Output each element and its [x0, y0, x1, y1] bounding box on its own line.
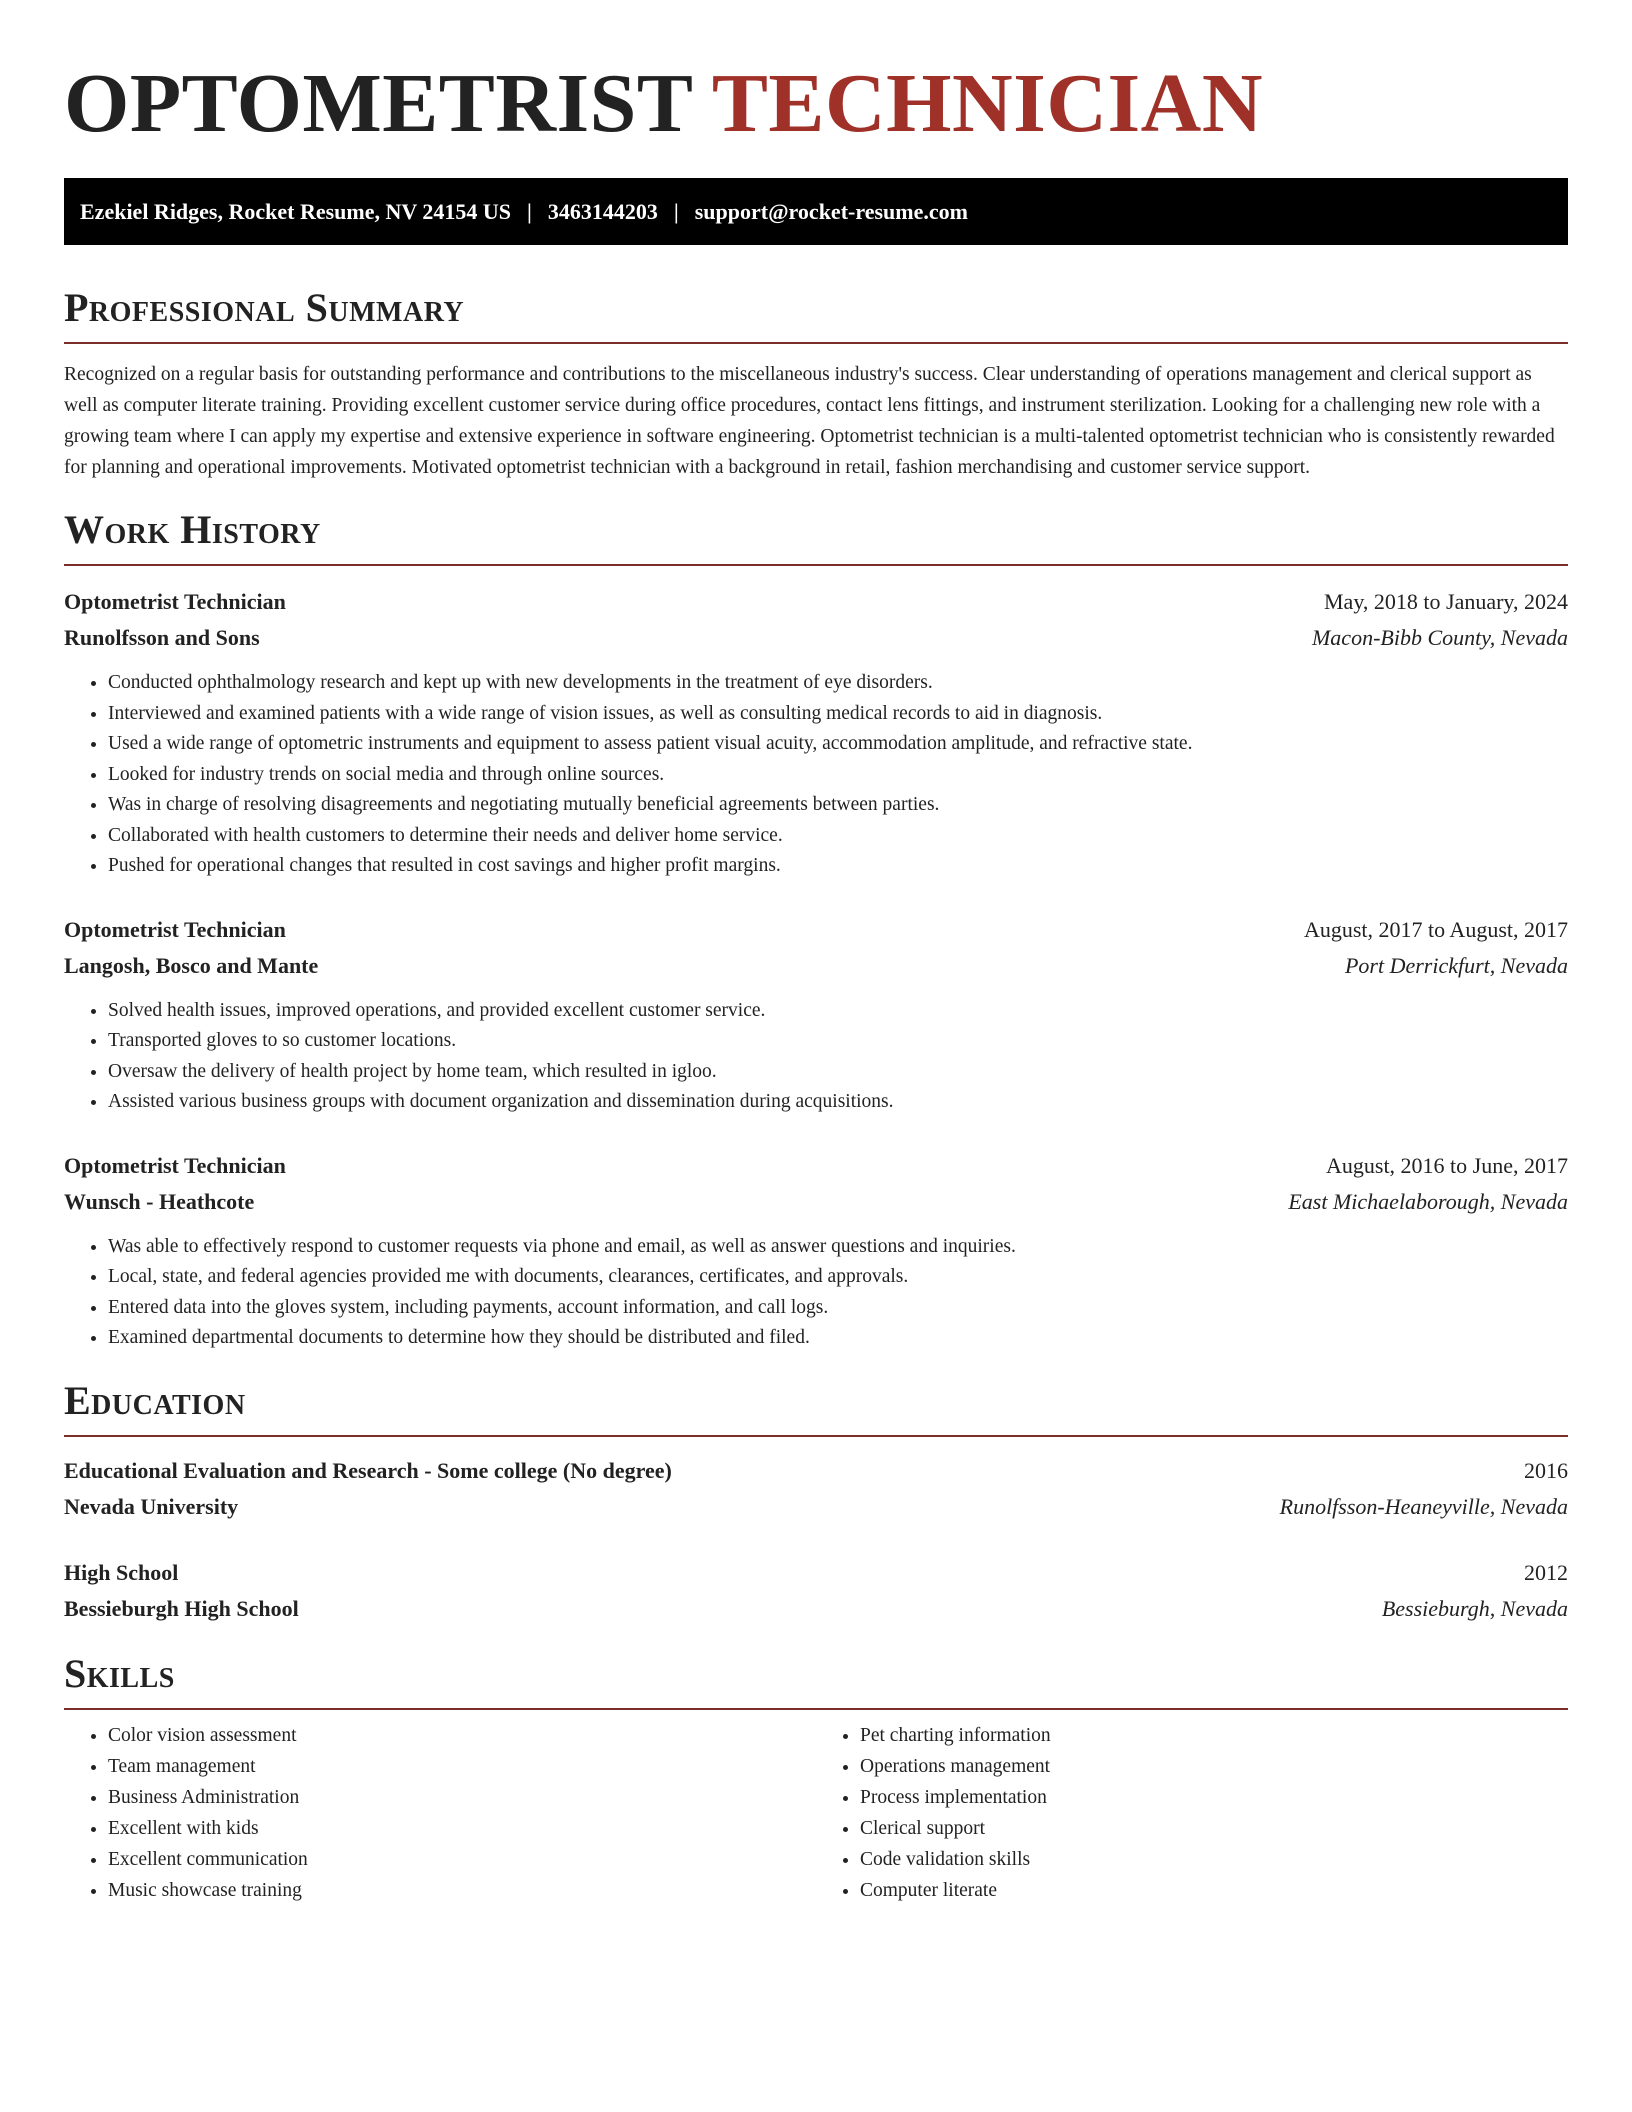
- education-location: Runolfsson-Heaneyville, Nevada: [1279, 1493, 1568, 1519]
- list-item: • Conducted ophthalmology research and kept up with new developments in the treatment of eye disorders.: [108, 668, 1568, 699]
- list-item: • Solved health issues, improved operations, and provided excellent customer service.: [108, 996, 1568, 1027]
- job-bullets: [64, 1232, 1568, 1354]
- job-company: Wunsch - Heathcote: [64, 1188, 255, 1214]
- skill-item: • Music showcase training: [108, 1875, 816, 1906]
- list-item: • Collaborated with health customers to determine their needs and deliver home service.: [108, 821, 1568, 852]
- job-bullets: [64, 996, 1568, 1118]
- skill-item: • Excellent with kids: [108, 1813, 816, 1844]
- job-entry: [64, 1148, 1568, 1354]
- job-dates: August, 2017 to August, 2017: [1303, 916, 1568, 942]
- skill-item: • Operations management: [860, 1751, 1568, 1782]
- education-degree-row: [64, 1453, 1568, 1489]
- list-item: • Examined departmental documents to determine how they should be distributed and filed.: [108, 1323, 1568, 1354]
- job-company-row: [64, 1184, 1568, 1220]
- education-location: Bessieburgh, Nevada: [1381, 1595, 1568, 1621]
- job-company-row: [64, 948, 1568, 984]
- education-year: 2016: [1524, 1457, 1568, 1483]
- list-item: • Transported gloves to so customer locations.: [108, 1026, 1568, 1057]
- skill-item: • Pet charting information: [860, 1720, 1568, 1751]
- education-school-row: [64, 1591, 1568, 1627]
- list-item: • Assisted various business groups with document organization and dissemination during acquisitions.: [108, 1087, 1568, 1118]
- skill-item: • Team management: [108, 1751, 816, 1782]
- job-entry: [64, 912, 1568, 1118]
- job-title: Optometrist Technician: [64, 916, 286, 942]
- job-company: Langosh, Bosco and Mante: [64, 952, 319, 978]
- list-item: • Interviewed and examined patients with a wide range of vision issues, as well as consulting medical records to aid in diagnosis.: [108, 699, 1568, 730]
- job-title: Optometrist Technician: [64, 589, 286, 614]
- skills-heading: Skills: [64, 1650, 175, 1696]
- job-bullets: [64, 668, 1568, 882]
- education-school: Bessieburgh High School: [64, 1595, 299, 1621]
- skill-item: • Computer literate: [860, 1875, 1568, 1906]
- list-item: • Oversaw the delivery of health project by home team, which resulted in igloo.: [108, 1057, 1568, 1088]
- section-divider: [64, 1435, 1568, 1437]
- title-first-word: OPTOMETRIST: [64, 57, 692, 150]
- skill-item: • Clerical support: [860, 1813, 1568, 1844]
- education-year: 2012: [1524, 1559, 1568, 1585]
- education-entry: [64, 1453, 1568, 1525]
- list-item: • Was in charge of resolving disagreements and negotiating mutually beneficial agreements between parties.: [108, 790, 1568, 821]
- list-item: • Looked for industry trends on social media and through online sources.: [108, 760, 1568, 791]
- skill-item: • Excellent communication: [108, 1844, 816, 1875]
- skills-section: [64, 1649, 1568, 1906]
- education-degree: Educational Evaluation and Research - Some college (No degree): [64, 1457, 672, 1483]
- education-entry: [64, 1555, 1568, 1627]
- contact-address: Ezekiel Ridges, Rocket Resume, NV 24154 US: [80, 198, 512, 224]
- list-item: • Pushed for operational changes that resulted in cost savings and higher profit margins.: [108, 851, 1568, 882]
- title-second-word: TECHNICIAN: [711, 57, 1263, 150]
- summary-text: Recognized on a regular basis for outstanding performance and contributions to the miscellaneous industry's success. Clear understanding of operations management and clerical support as well as computer literate training. Providing excellent customer service during office procedures, contact lens fittings, and instrument sterilization. Looking for a challenging new role with a growing team where I can apply my expertise and extensive experience in software engineering. Optometrist technician is a multi-talented optometrist technician who is consistently rewarded for planning and operational improvements. Motivated optometrist technician with a background in retail, fashion merchandising and customer service support.: [64, 364, 1555, 478]
- job-title-row: [64, 584, 1568, 620]
- education-school: Nevada University: [64, 1493, 239, 1519]
- skills-right-column: [816, 1720, 1568, 1906]
- job-location: Macon-Bibb County, Nevada: [1311, 625, 1568, 650]
- resume-title: [64, 54, 1568, 154]
- job-title-row: [64, 1148, 1568, 1184]
- education-section: [64, 1376, 1568, 1627]
- skill-item: • Code validation skills: [860, 1844, 1568, 1875]
- contact-separator: |: [527, 198, 532, 224]
- contact-separator: |: [673, 198, 679, 224]
- job-title-row: [64, 912, 1568, 948]
- section-divider: [64, 564, 1568, 566]
- list-item: • Was able to effectively respond to customer requests via phone and email, as well as answer questions and inquiries.: [108, 1232, 1568, 1263]
- list-item: • Used a wide range of optometric instruments and equipment to assess patient visual acuity, accommodation amplitude, and refractive state.: [108, 729, 1568, 760]
- contact-email: support@rocket-resume.com: [694, 198, 968, 224]
- contact-bar: [64, 178, 1568, 245]
- job-title: Optometrist Technician: [64, 1152, 286, 1178]
- education-heading: Education: [64, 1377, 246, 1423]
- summary-heading: Professional Summary: [64, 285, 465, 330]
- job-location: Port Derrickfurt, Nevada: [1344, 952, 1568, 978]
- education-degree: High School: [64, 1559, 179, 1585]
- skills-left-column: [64, 1720, 816, 1906]
- education-school-row: [64, 1489, 1568, 1525]
- job-location: East Michaelaborough, Nevada: [1288, 1188, 1568, 1214]
- section-divider: [64, 1708, 1568, 1710]
- job-company-row: [64, 620, 1568, 656]
- skill-item: • Color vision assessment: [108, 1720, 816, 1751]
- work-history-heading: Work History: [64, 507, 321, 552]
- job-dates: May, 2018 to January, 2024: [1324, 589, 1568, 614]
- skills-columns: [64, 1720, 1568, 1906]
- job-entry: [64, 584, 1568, 882]
- list-item: • Local, state, and federal agencies provided me with documents, clearances, certificates, and approvals.: [108, 1262, 1568, 1293]
- work-history-section: [64, 505, 1568, 1354]
- section-divider: [64, 342, 1568, 344]
- skill-item: • Business Administration: [108, 1782, 816, 1813]
- education-degree-row: [64, 1555, 1568, 1591]
- job-company: Runolfsson and Sons: [64, 625, 260, 650]
- contact-phone: 3463144203: [547, 198, 658, 224]
- list-item: • Entered data into the gloves system, including payments, account information, and call logs.: [108, 1293, 1568, 1324]
- skill-item: • Process implementation: [860, 1782, 1568, 1813]
- job-dates: August, 2016 to June, 2017: [1326, 1152, 1568, 1178]
